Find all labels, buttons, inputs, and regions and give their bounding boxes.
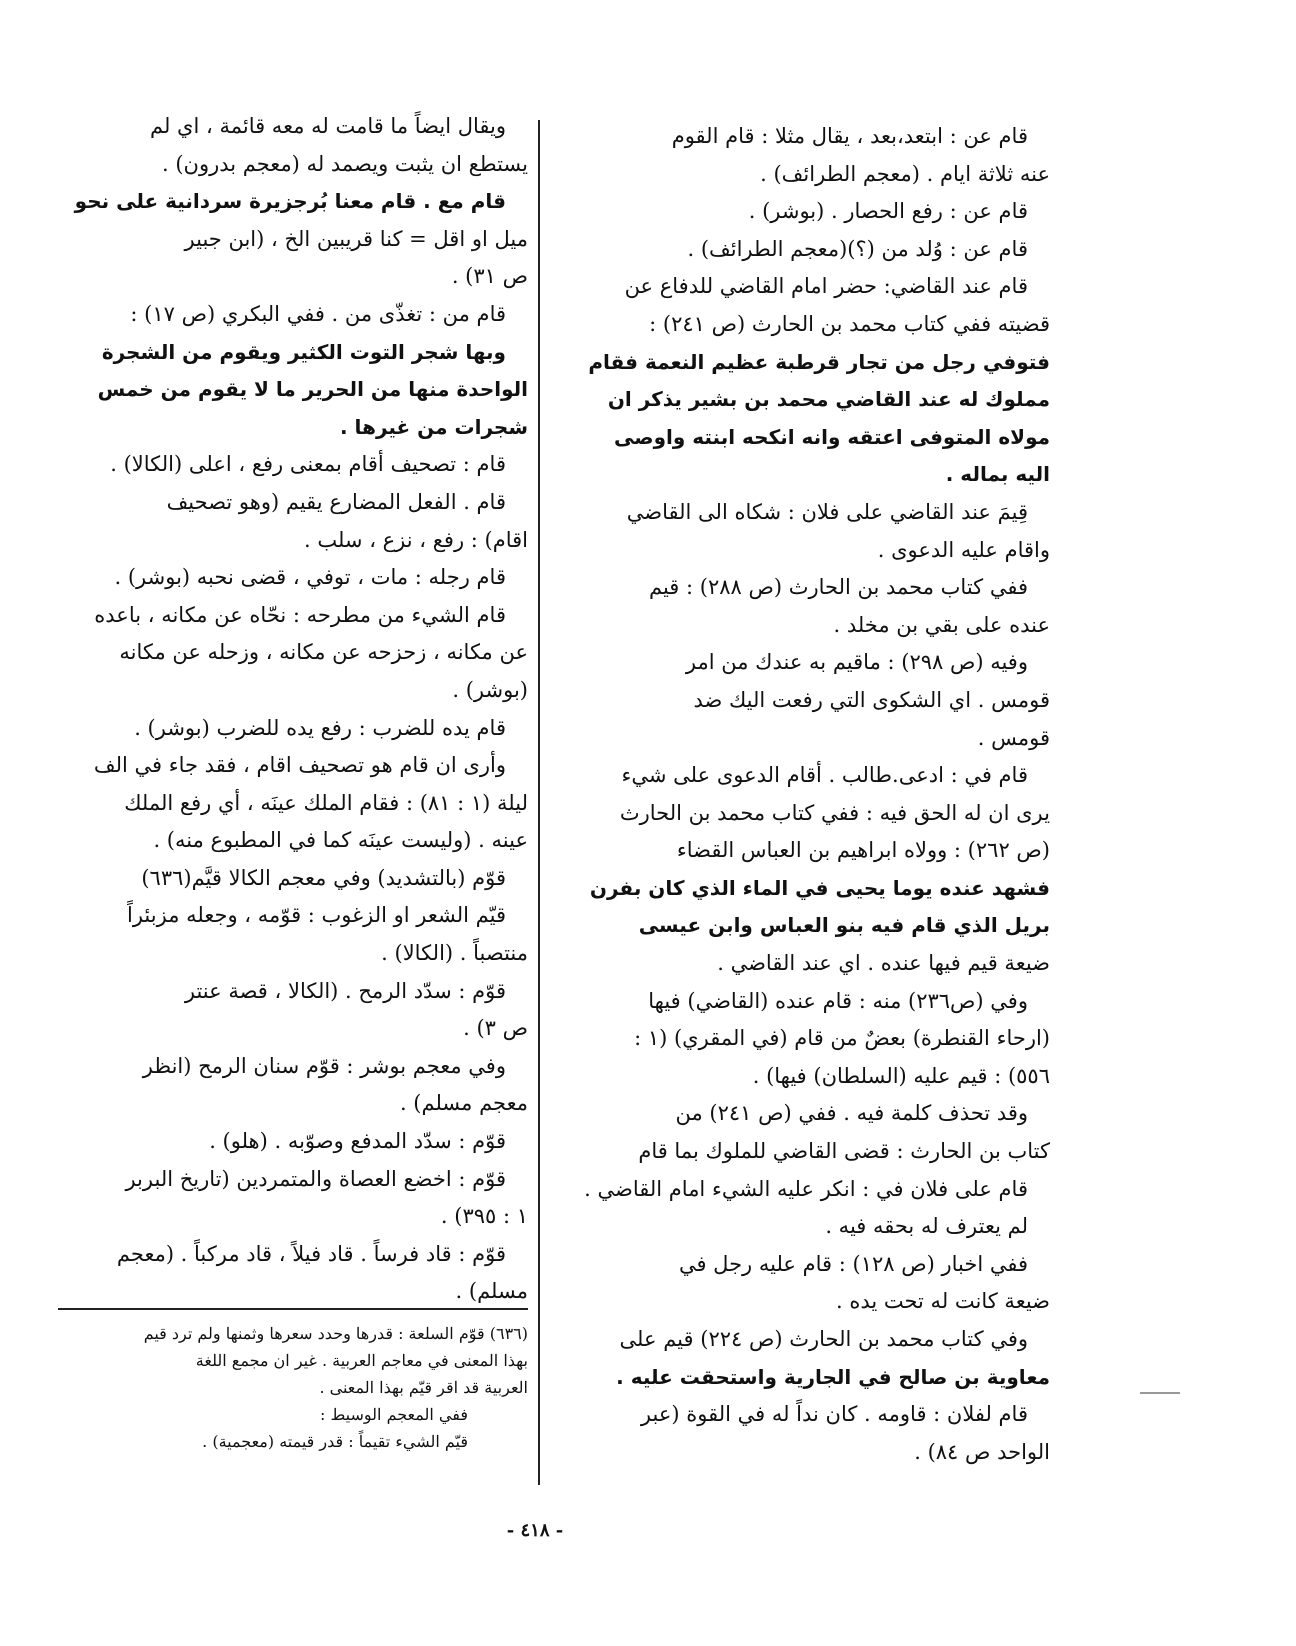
right-column-line: ضيعة قيم فيها عنده . اي عند القاضي . — [717, 951, 1050, 976]
left-column-line: الواحدة منها من الحرير ما لا يقوم من خمس — [97, 377, 528, 402]
right-column-line: قِيمَ عند القاضي على فلان : شكاه الى القاضي — [626, 499, 1028, 524]
left-column-line: ١ : ٣٩٥) . — [440, 1204, 528, 1229]
right-column-line: ضيعة كانت له تحت يده . — [835, 1289, 1050, 1314]
left-text-column — [58, 108, 528, 1311]
left-column-line: قوّم (بالتشديد) وفي معجم الكالا قيَّم(٦٣٦) — [141, 865, 506, 890]
left-column-line: مسلم) . — [455, 1279, 528, 1304]
left-column-line: قام الشيء من مطرحه : نحّاه عن مكانه ، باعده — [94, 602, 506, 627]
right-column-line: وفيه (ص ٢٩٨) : ماقيم به عندك من امر — [685, 650, 1028, 675]
right-column-line: مولاه المتوفى اعتقه وانه انكحه ابنته واوصى — [614, 424, 1050, 449]
left-column-line: قوّم : سدّد المدفع وصوّبه . (هلو) . — [209, 1129, 506, 1154]
right-column-line: قام عند القاضي: حضر امام القاضي للدفاع عن — [624, 274, 1028, 299]
footnotes-line: (٦٣٦) قوّم السلعة : قدرها وحدد سعرها وثمنها ولم ترد قيم — [143, 1324, 528, 1343]
left-column-line: عن مكانه ، زحزحه عن مكانه ، وزحله عن مكانه — [119, 640, 528, 665]
left-column-line: قام يده للضرب : رفع يده للضرب (بوشر) . — [134, 715, 506, 740]
left-column-line: وأرى ان قام هو تصحيف اقام ، فقد جاء في الف — [93, 753, 506, 778]
left-column-line: ص ٣١) . — [451, 264, 528, 289]
left-column-line: قوّم : اخضع العصاة والمتمردين (تاريخ البربر — [125, 1166, 506, 1191]
footnotes-line: قيّم الشيء تقيماً : قدر قيمته (معجمية) . — [202, 1432, 468, 1451]
right-column-line: (ص ٢٦٢) : وولاه ابراهيم بن العباس القضاء — [676, 838, 1050, 863]
left-column-line: قوّم : قاد فرساً . قاد فيلاً ، قاد مركباً . (معجم — [116, 1241, 506, 1266]
left-column-line: اقام) : رفع ، نزع ، سلب . — [304, 527, 528, 552]
right-column-line: اليه بماله . — [945, 462, 1050, 487]
left-column-line: معجم مسلم) . — [399, 1091, 528, 1116]
footnote-rule — [58, 1308, 528, 1310]
right-column-line: يرى ان له الحق فيه : ففي كتاب محمد بن الحارث — [619, 800, 1050, 825]
right-column-line: وفي (ص٢٣٦) منه : قام عنده (القاضي) فيها — [648, 988, 1028, 1013]
left-column-line: عينه . (وليست عينَه كما في المطبوع منه) . — [153, 828, 528, 853]
right-column-line: وفي كتاب محمد بن الحارث (ص ٢٢٤) قيم على — [619, 1327, 1028, 1351]
left-column-line: ويقال ايضاً ما قامت له معه قائمة ، اي لم — [150, 114, 506, 138]
right-column-line: مملوك له عند القاضي محمد بن بشير يذكر ان — [607, 387, 1050, 412]
scan-mark — [1140, 1392, 1180, 1394]
right-column-line: قام على فلان في : انكر عليه الشيء امام القاضي . — [584, 1176, 1028, 1201]
left-column-line: قوّم : سدّد الرمح . (الكالا ، قصة عنتر — [184, 978, 506, 1003]
page-number: - ٤١٨ - — [506, 1520, 564, 1541]
left-column-line: وبها شجر التوت الكثير ويقوم من الشجرة — [101, 339, 506, 364]
right-column-line: فتوفي رجل من تجار قرطبة عظيم النعمة فقام — [588, 349, 1050, 374]
left-column-line: قام مع . قام معنا بُرجزيرة سردانية على نحو — [74, 189, 506, 214]
right-column-line: ٥٥٦) : قيم عليه (السلطان) فيها) . — [752, 1063, 1050, 1088]
right-column-line: قام في : ادعى.طالب . أقام الدعوى على شيء — [621, 763, 1028, 788]
footnotes — [58, 1320, 528, 1455]
right-column-line: فشهد عنده يوما يحيى في الماء الذي كان بفرن — [589, 875, 1050, 900]
right-column-line: قومس . اي الشكوى التي رفعت اليك ضد — [693, 687, 1050, 712]
right-column-line: معاوية بن صالح في الجارية واستحقت عليه . — [616, 1364, 1050, 1389]
left-column-line: ميل او اقل = كنا قريبين الخ ، (ابن جبير — [184, 226, 528, 251]
right-column-line: قام عن : ابتعد،بعد ، يقال مثلا : قام القوم — [671, 124, 1028, 148]
footnotes-line: ففي المعجم الوسيط : — [320, 1405, 468, 1424]
left-column-line: شجرات من غيرها . — [340, 414, 528, 439]
right-column-line: بريل الذي قام فيه بنو العباس وابن عيسى — [638, 913, 1050, 938]
right-column-line: الواحد ص ٨٤) . — [914, 1439, 1050, 1464]
right-column-line: وقد تحذف كلمة فيه . ففي (ص ٢٤١) من — [675, 1101, 1028, 1126]
left-column-line: (بوشر) . — [452, 677, 528, 702]
right-column-line: عنده على بقي بن مخلد . — [833, 612, 1050, 637]
right-text-column — [580, 118, 1050, 1471]
right-column-line: قام لفلان : قاومه . كان نداً له في القوة (عبر — [640, 1402, 1028, 1427]
left-column-line: منتصباً . (الكالا) . — [381, 941, 528, 966]
left-column-line: قيّم الشعر او الزغوب : قوّمه ، وجعله مزبئراً — [127, 903, 506, 928]
column-divider — [538, 120, 540, 1485]
left-column-line: يستطع ان يثبت ويصمد له (معجم بدرون) . — [161, 151, 528, 176]
right-column-line: قام عن : وُلد من (؟)(معجم الطرائف) . — [687, 236, 1028, 261]
right-column-line: قام عن : رفع الحصار . (بوشر) . — [748, 199, 1028, 224]
right-column-line: واقام عليه الدعوى . — [877, 537, 1050, 562]
right-column-line: ففي كتاب محمد بن الحارث (ص ٢٨٨) : قيم — [648, 575, 1028, 600]
footnotes-line: العربية قد اقر قيّم بهذا المعنى . — [319, 1378, 528, 1397]
right-column-line: لم يعترف له بحقه فيه . — [825, 1214, 1028, 1239]
left-column-line: ص ٣) . — [463, 1016, 528, 1041]
right-column-line: كتاب بن الحارث : قضى القاضي للملوك بما قام — [638, 1139, 1050, 1164]
left-column-line: قام من : تغذّى من . ففي البكري (ص ١٧) : — [130, 301, 506, 326]
right-column-line: عنه ثلاثة ايام . (معجم الطرائف) . — [760, 161, 1050, 186]
right-column-line: قضيته ففي كتاب محمد بن الحارث (ص ٢٤١) : — [649, 311, 1050, 336]
right-column-line: (ارحاء القنطرة) بعضٌ من قام (في المقري) (١ : — [634, 1026, 1050, 1051]
left-column-line: وفي معجم بوشر : قوّم سنان الرمح (انظر — [142, 1053, 506, 1078]
left-column-line: ليلة (١ : ٨١) : فقام الملك عينَه ، أي رفع الملك — [124, 790, 528, 815]
left-column-line: قام . الفعل المضارع يقيم (وهو تصحيف — [166, 489, 506, 514]
right-column-line: ففي اخبار (ص ١٢٨) : قام عليه رجل في — [678, 1251, 1028, 1276]
left-column-line: قام رجله : مات ، توفي ، قضى نحبه (بوشر) . — [114, 565, 506, 590]
right-column-line: قومس . — [977, 725, 1050, 750]
footnotes-line: بهذا المعنى في معاجم العربية . غير ان مجمع اللغة — [195, 1351, 528, 1370]
left-column-line: قام : تصحيف أقام بمعنى رفع ، اعلى (الكالا) . — [110, 452, 506, 477]
